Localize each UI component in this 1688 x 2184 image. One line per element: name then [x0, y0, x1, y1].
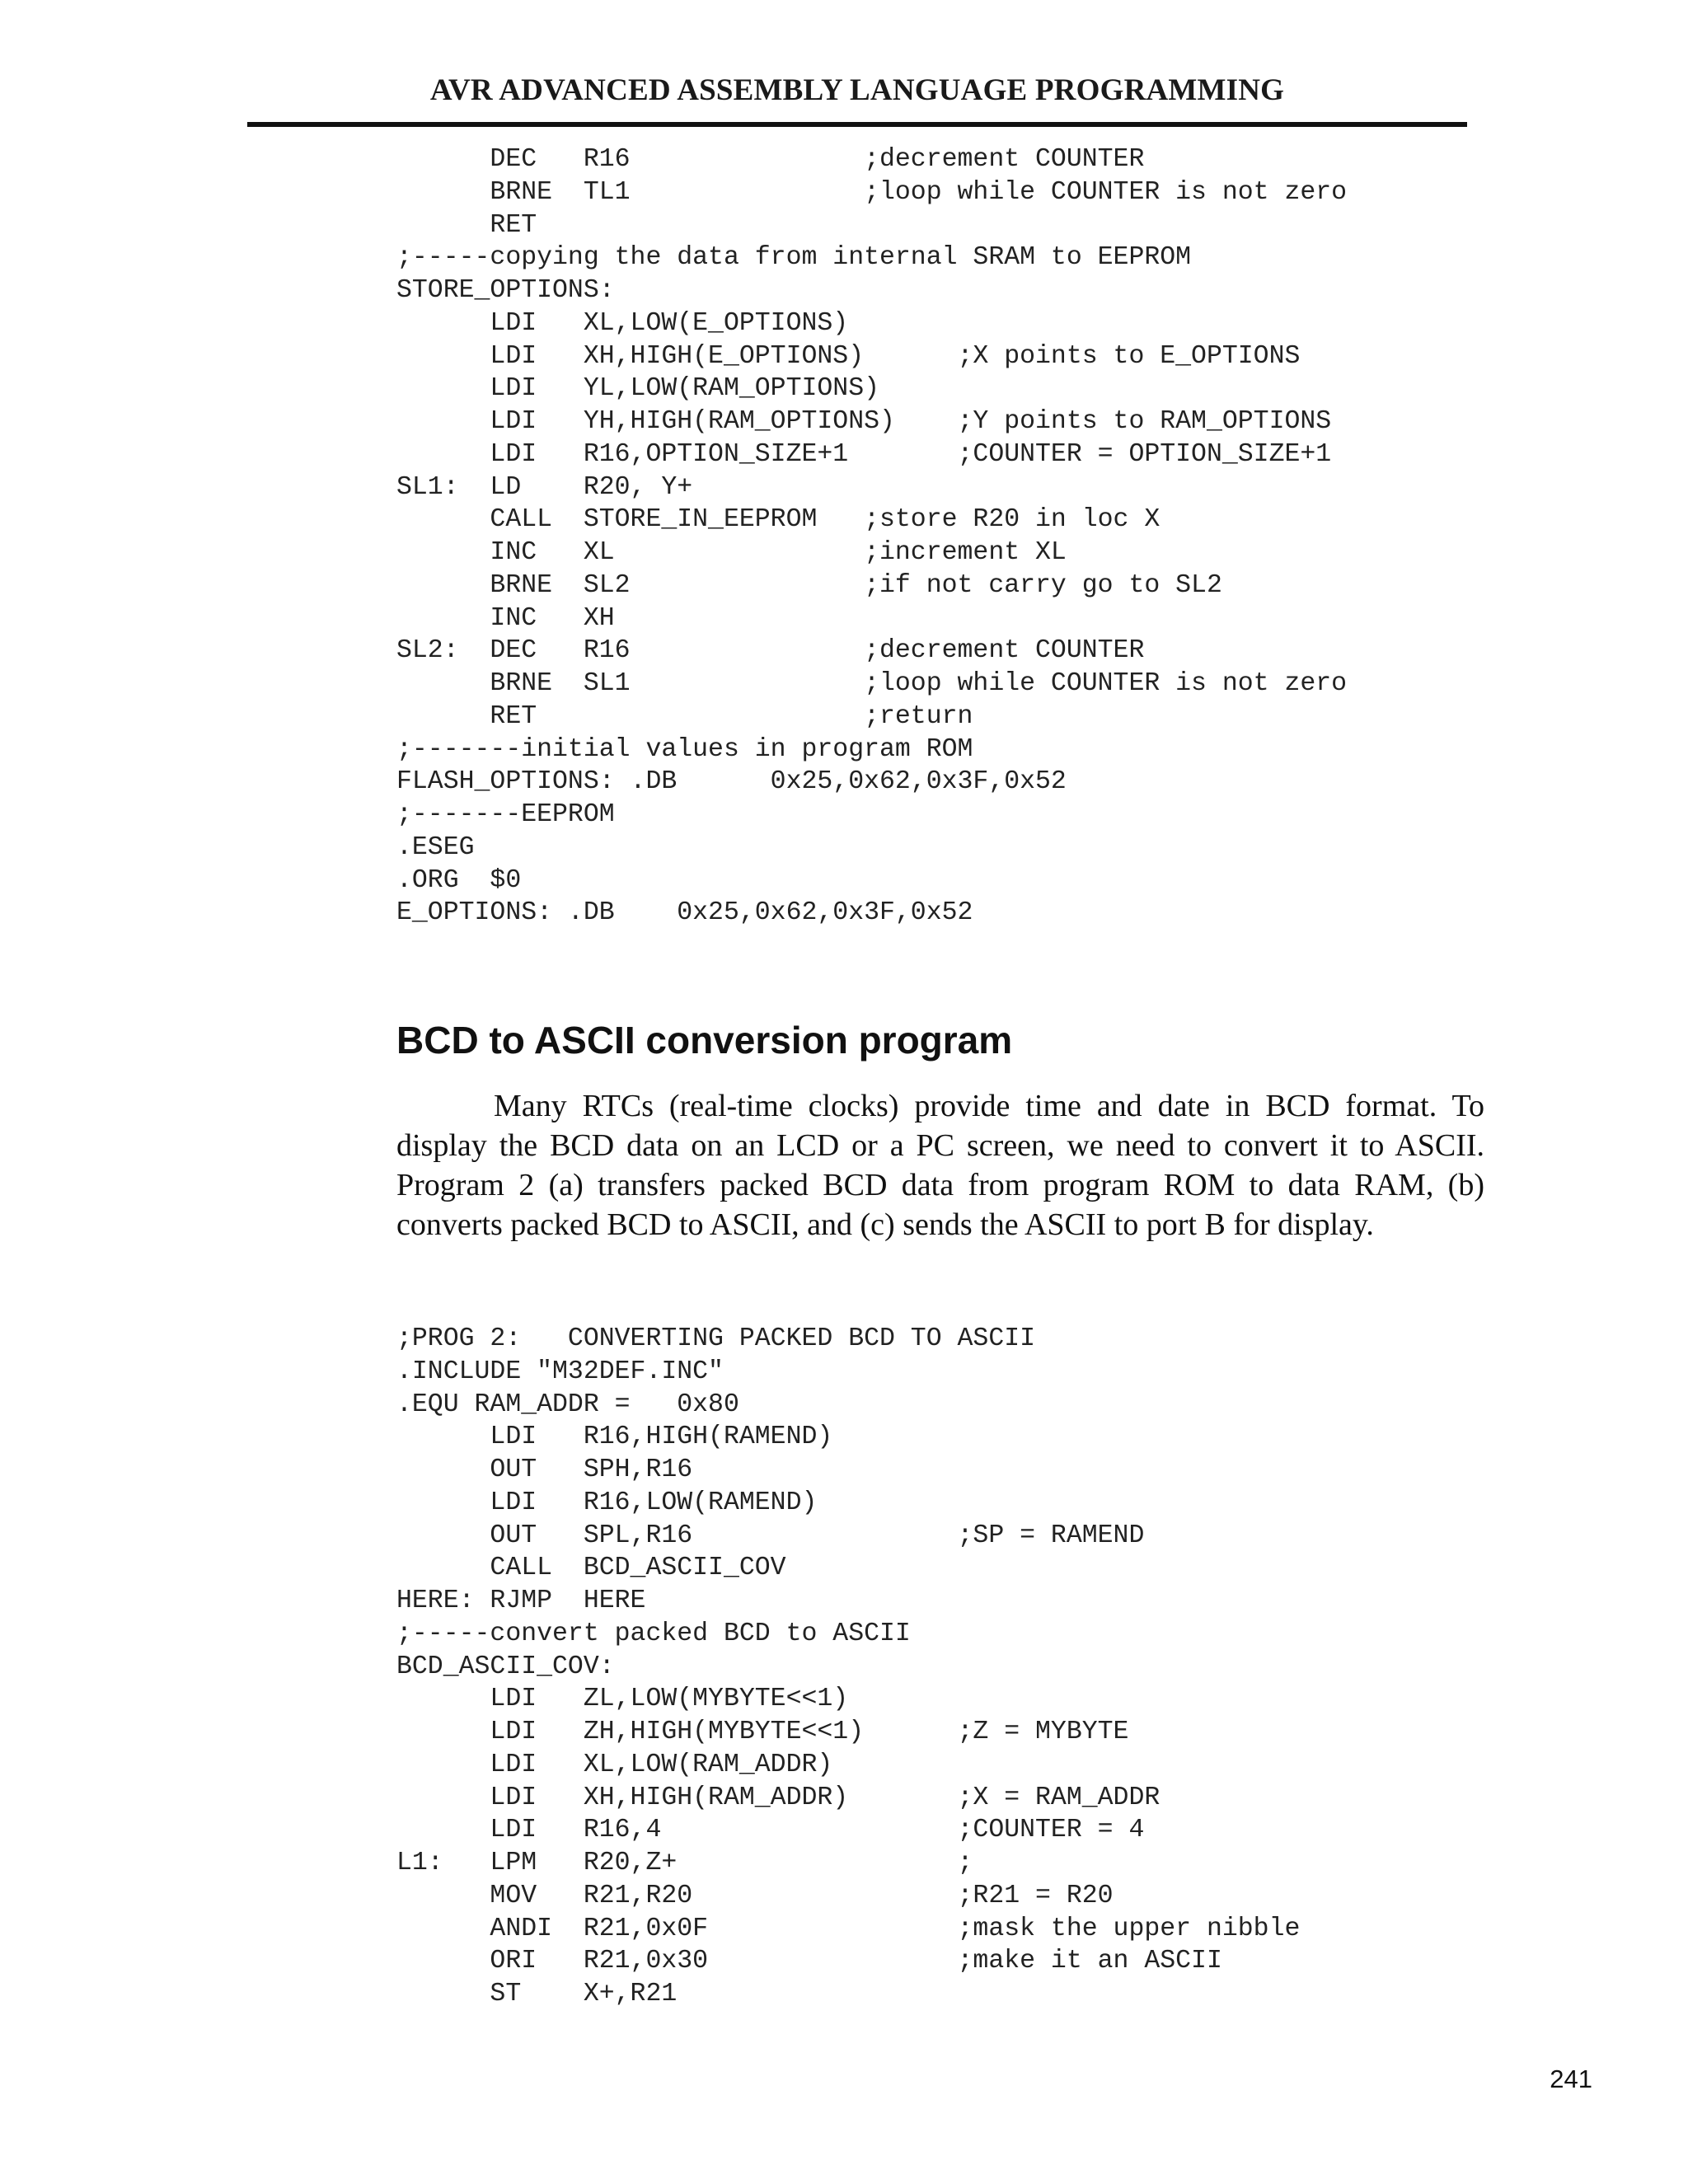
code-line: BRNE TL1 ;loop while COUNTER is not zero [396, 177, 1348, 207]
code-line: L1: LPM R20,Z+ ; [396, 1849, 973, 1877]
page-number: 241 [1550, 2064, 1592, 2093]
code-line: LDI XL,LOW(E_OPTIONS) [396, 308, 849, 338]
code-line: OUT SPL,R16 ;SP = RAMEND [396, 1521, 1145, 1550]
code-line: BRNE SL2 ;if not carry go to SL2 [396, 570, 1222, 600]
code-line: RET ;return [396, 701, 973, 731]
code-line: INC XH [396, 603, 615, 633]
code-line: LDI R16,LOW(RAMEND) [396, 1488, 818, 1517]
code-line: .ORG $0 [396, 865, 522, 895]
code-line: CALL BCD_ASCII_COV [396, 1554, 786, 1583]
code-line: LDI R16,OPTION_SIZE+1 ;COUNTER = OPTION_SIZE+1 [396, 439, 1332, 469]
code-line: LDI YH,HIGH(RAM_OPTIONS) ;Y points to RAM_OPTIONS [396, 407, 1332, 436]
code-listing-2 [396, 1323, 1300, 2011]
code-line: BRNE SL1 ;loop while COUNTER is not zero [396, 669, 1348, 698]
code-line: LDI R16,4 ;COUNTER = 4 [396, 1816, 1145, 1845]
code-line: CALL STORE_IN_EEPROM ;store R20 in loc X [396, 505, 1160, 535]
header-rule [247, 122, 1467, 127]
code-line: LDI XH,HIGH(E_OPTIONS) ;X points to E_OPTIONS [396, 341, 1301, 371]
code-line: HERE: RJMP HERE [396, 1586, 646, 1615]
code-line: LDI XH,HIGH(RAM_ADDR) ;X = RAM_ADDR [396, 1783, 1160, 1812]
code-line: STORE_OPTIONS: [396, 276, 615, 305]
code-line: OUT SPH,R16 [396, 1455, 693, 1484]
section-title: BCD to ASCII conversion program [396, 1019, 1013, 1062]
code-line: ;PROG 2: CONVERTING PACKED BCD TO ASCII [396, 1324, 1036, 1353]
running-header: AVR ADVANCED ASSEMBLY LANGUAGE PROGRAMMING [429, 73, 1285, 107]
code-line: SL1: LD R20, Y+ [396, 472, 693, 502]
code-listing-1 [396, 143, 1347, 930]
code-line: ST X+,R21 [396, 1980, 678, 2008]
code-line: ORI R21,0x30 ;make it an ASCII [396, 1947, 1222, 1976]
code-line: FLASH_OPTIONS: .DB 0x25,0x62,0x3F,0x52 [396, 767, 1067, 797]
code-line: LDI R16,HIGH(RAMEND) [396, 1422, 833, 1452]
code-line: ;-----copying the data from internal SRAM to EEPROM [396, 243, 1192, 273]
code-line: LDI YL,LOW(RAM_OPTIONS) [396, 374, 879, 404]
code-line: .ESEG [396, 832, 475, 862]
code-line: E_OPTIONS: .DB 0x25,0x62,0x3F,0x52 [396, 898, 973, 928]
code-line: RET [396, 210, 537, 240]
code-line: BCD_ASCII_COV: [396, 1652, 615, 1681]
code-line: SL2: DEC R16 ;decrement COUNTER [396, 636, 1145, 666]
code-line: ;-----convert packed BCD to ASCII [396, 1619, 911, 1648]
code-line: DEC R16 ;decrement COUNTER [396, 145, 1145, 174]
code-line: MOV R21,R20 ;R21 = R20 [396, 1881, 1114, 1910]
code-line: ;-------EEPROM [396, 800, 615, 829]
code-line: ANDI R21,0x0F ;mask the upper nibble [396, 1914, 1301, 1943]
code-line: LDI ZH,HIGH(MYBYTE<<1) ;Z = MYBYTE [396, 1718, 1129, 1746]
code-line: INC XL ;increment XL [396, 538, 1067, 567]
code-line: ;-------initial values in program ROM [396, 734, 973, 764]
code-line: LDI XL,LOW(RAM_ADDR) [396, 1750, 833, 1779]
code-line: .INCLUDE "M32DEF.INC" [396, 1357, 724, 1386]
body-paragraph: Many RTCs (real-time clocks) provide time and date in BCD format. To display the BCD data on an LCD or a PC screen, we need to convert it to ASCII. Program 2 (a) transfers packed BCD data from program ROM to data RAM, (b) converts packed BCD to ASCII, and (c) sends the ASCII to port B for display. [396, 1089, 1484, 1242]
code-line: .EQU RAM_ADDR = 0x80 [396, 1390, 739, 1419]
code-line: LDI ZL,LOW(MYBYTE<<1) [396, 1685, 849, 1714]
